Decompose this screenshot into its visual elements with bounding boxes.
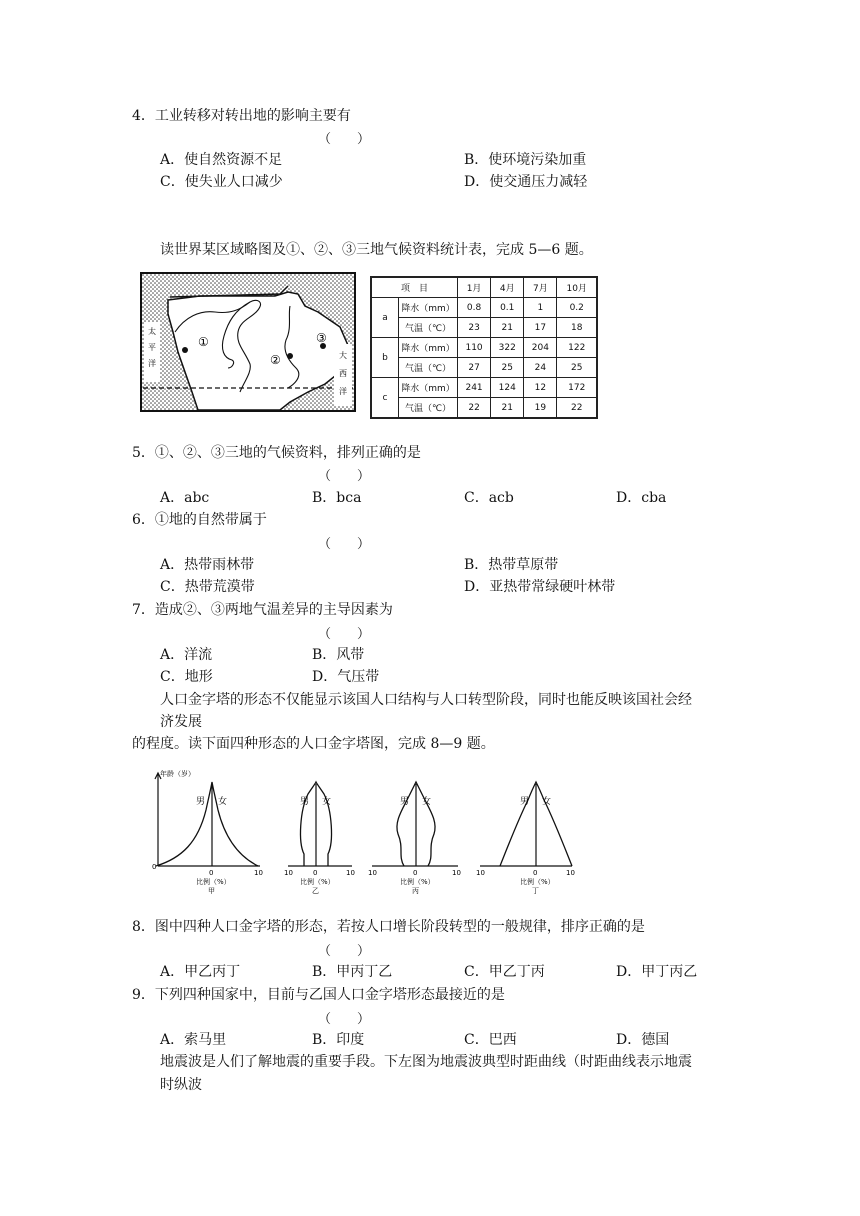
climate-cell: 22: [458, 398, 491, 419]
q5-option-b: B．bca: [312, 490, 362, 506]
map-ocean-right-1: 大: [339, 351, 347, 360]
q8-option-a: A．甲乙丙丁: [160, 964, 241, 980]
q6-option-a: A．热带雨林带: [160, 557, 255, 573]
climate-table: [370, 276, 598, 419]
climate-header-jul: 7月: [524, 277, 557, 298]
q4-option-c: C．使失业人口减少: [160, 174, 283, 190]
climate-cell: 12: [524, 378, 557, 398]
intro-pyramid-line1: 人口金字塔的形态不仅能显示该国人口结构与人口转型阶段，同时也能反映该国社会经: [160, 692, 692, 708]
q6-stem: 6．①地的自然带属于: [132, 512, 267, 528]
climate-cell: 0.1: [491, 298, 524, 318]
pyramid-zero-tick: 0: [413, 869, 418, 877]
q7-option-a: A．洋流: [160, 647, 213, 663]
pyramid-name: 丙: [412, 887, 419, 895]
map-ocean-left-2: 平: [148, 343, 156, 352]
pyramid-female-label: 女: [322, 797, 332, 807]
table-row: [371, 338, 597, 358]
map-ocean-left-1: 太: [148, 327, 156, 336]
q5-option-c: C．acb: [464, 490, 514, 506]
pyramid-zero-tick: 0: [313, 869, 318, 877]
climate-cell: 124: [491, 378, 524, 398]
intro-pyramid-line2: 济发展: [160, 714, 202, 730]
climate-cell: 322: [491, 338, 524, 358]
pyramid-x-label: 比例（%）: [520, 878, 555, 886]
q9-option-b: B．印度: [312, 1032, 365, 1048]
q7-paren: （ ）: [318, 627, 371, 642]
intro-seismic-line1: 地震波是人们了解地震的重要手段。下左图为地震波典型时距曲线（时距曲线表示地震: [160, 1054, 692, 1070]
climate-cell: 0.8: [458, 298, 491, 318]
pyramid-name: 丁: [532, 887, 539, 895]
pyramid-ten-tick-left: 10: [284, 869, 293, 877]
climate-item: 气温（℃）: [399, 358, 458, 378]
climate-cell: 22: [557, 398, 597, 419]
climate-cell: 110: [458, 338, 491, 358]
pyramid-ten-tick: 10: [254, 869, 263, 877]
pyramid-male-label: 男: [520, 797, 530, 807]
pyramid-ten-tick-right: 10: [452, 869, 461, 877]
climate-cell: 204: [524, 338, 557, 358]
climate-cell: 172: [557, 378, 597, 398]
intro-pyramid-line3: 的程度。读下面四种形态的人口金字塔图，完成 8—9 题。: [132, 736, 495, 752]
pyramid-x-label: 比例（%）: [300, 878, 335, 886]
pyramid-male-label: 男: [300, 797, 310, 807]
pyramid-zero-tick: 0: [533, 869, 538, 877]
climate-header-apr: 4月: [491, 277, 524, 298]
q6-option-b: B．热带草原带: [464, 557, 559, 573]
q8-option-c: C．甲乙丁丙: [464, 964, 545, 980]
q5-option-a: A．abc: [160, 490, 210, 506]
climate-item: 降水（mm）: [399, 338, 458, 358]
q4-option-b: B．使环境污染加重: [464, 152, 587, 168]
population-pyramids-figure: [140, 770, 580, 895]
q7-option-c: C．地形: [160, 669, 213, 685]
climate-cell: 21: [491, 398, 524, 419]
map-label-3: ③: [316, 331, 327, 345]
pyramid-4: [476, 782, 575, 895]
q5-paren: （ ）: [318, 469, 371, 484]
pyramid-x-label: 比例（%）: [400, 878, 435, 886]
pyramid-name: 甲: [208, 887, 215, 895]
map-ocean-left-3: 洋: [148, 359, 156, 368]
climate-header-oct: 10月: [557, 277, 597, 298]
q9-stem: 9．下列四种国家中，目前与乙国人口金字塔形态最接近的是: [132, 987, 505, 1003]
pyramid-female-label: 女: [542, 797, 552, 807]
table-row: [371, 358, 597, 378]
map-ocean-right-3: 洋: [339, 387, 347, 396]
q7-stem: 7．造成②、③两地气温差异的主导因素为: [132, 602, 393, 618]
q8-option-b: B．甲丙丁乙: [312, 964, 393, 980]
climate-cell: 241: [458, 378, 491, 398]
pyramid-male-label: 男: [400, 797, 410, 807]
q7-option-d: D．气压带: [312, 669, 380, 685]
intro-region-map: 读世界某区域略图及①、②、③三地气候资料统计表，完成 5—6 题。: [160, 242, 593, 258]
climate-group-a: a: [371, 298, 399, 338]
climate-item: 降水（mm）: [399, 298, 458, 318]
table-row: [371, 318, 597, 338]
table-row: [371, 378, 597, 398]
pyramid-ten-tick-right: 10: [346, 869, 355, 877]
climate-cell: 17: [524, 318, 557, 338]
q9-option-a: A．索马里: [160, 1032, 227, 1048]
pyramid-male-label: 男: [196, 797, 206, 807]
q9-option-c: C．巴西: [464, 1032, 517, 1048]
q6-option-c: C．热带荒漠带: [160, 579, 255, 595]
q5-option-d: D．cba: [616, 490, 667, 506]
climate-cell: 122: [557, 338, 597, 358]
map-label-2: ②: [270, 353, 281, 367]
climate-group-c: c: [371, 378, 399, 419]
pyramid-x-label: 比例（%）: [196, 878, 231, 886]
region-map: [140, 272, 356, 412]
q9-paren: （ ）: [318, 1012, 371, 1027]
climate-header-item: 项 目: [371, 277, 458, 298]
q4-stem: 4．工业转移对转出地的影响主要有: [132, 108, 351, 124]
climate-item: 降水（mm）: [399, 378, 458, 398]
pyramid-1: [152, 769, 263, 895]
climate-item: 气温（℃）: [399, 398, 458, 419]
q8-paren: （ ）: [318, 944, 371, 959]
map-ocean-right-2: 西: [339, 369, 347, 378]
climate-cell: 24: [524, 358, 557, 378]
q7-option-b: B．风带: [312, 647, 365, 663]
q4-option-d: D．使交通压力减轻: [464, 174, 588, 190]
climate-cell: 27: [458, 358, 491, 378]
climate-cell: 19: [524, 398, 557, 419]
pyramid-name: 乙: [312, 887, 319, 895]
q4-option-a: A．使自然资源不足: [160, 152, 283, 168]
table-row: [371, 398, 597, 419]
q8-option-d: D．甲丁丙乙: [616, 964, 698, 980]
q6-paren: （ ）: [318, 537, 371, 552]
climate-cell: 25: [557, 358, 597, 378]
pyramid-outline: [156, 782, 258, 866]
climate-cell: 21: [491, 318, 524, 338]
climate-cell: 23: [458, 318, 491, 338]
q8-stem: 8．图中四种人口金字塔的形态，若按人口增长阶段转型的一般规律，排序正确的是: [132, 919, 645, 935]
pyramid-ten-tick-right: 10: [566, 869, 575, 877]
intro-seismic-line2: 时纵波: [160, 1077, 202, 1093]
pyramid-ten-tick-left: 10: [368, 869, 377, 877]
climate-cell: 18: [557, 318, 597, 338]
climate-cell: 0.2: [557, 298, 597, 318]
q9-option-d: D．德国: [616, 1032, 670, 1048]
pyramid-3: [368, 782, 461, 895]
map-label-1: ①: [198, 335, 209, 349]
map-point-1: [182, 347, 188, 353]
q6-option-d: D．亚热带常绿硬叶林带: [464, 579, 616, 595]
pyramid-2: [284, 782, 355, 895]
map-point-2: [287, 353, 293, 359]
climate-table-header: [371, 277, 597, 298]
climate-header-jan: 1月: [458, 277, 491, 298]
table-row: [371, 298, 597, 318]
climate-group-b: b: [371, 338, 399, 378]
pyramid-age-label: 年龄（岁）: [160, 770, 195, 778]
climate-cell: 25: [491, 358, 524, 378]
pyramid-ten-tick-left: 10: [476, 869, 485, 877]
pyramid-origin-label: 0: [152, 863, 157, 871]
pyramid-zero-tick: 0: [209, 869, 214, 877]
climate-item: 气温（℃）: [399, 318, 458, 338]
pyramid-female-label: 女: [422, 797, 432, 807]
q4-paren: （ ）: [318, 132, 371, 147]
pyramid-female-label: 女: [218, 797, 228, 807]
climate-cell: 1: [524, 298, 557, 318]
q5-stem: 5．①、②、③三地的气候资料，排列正确的是: [132, 445, 421, 461]
